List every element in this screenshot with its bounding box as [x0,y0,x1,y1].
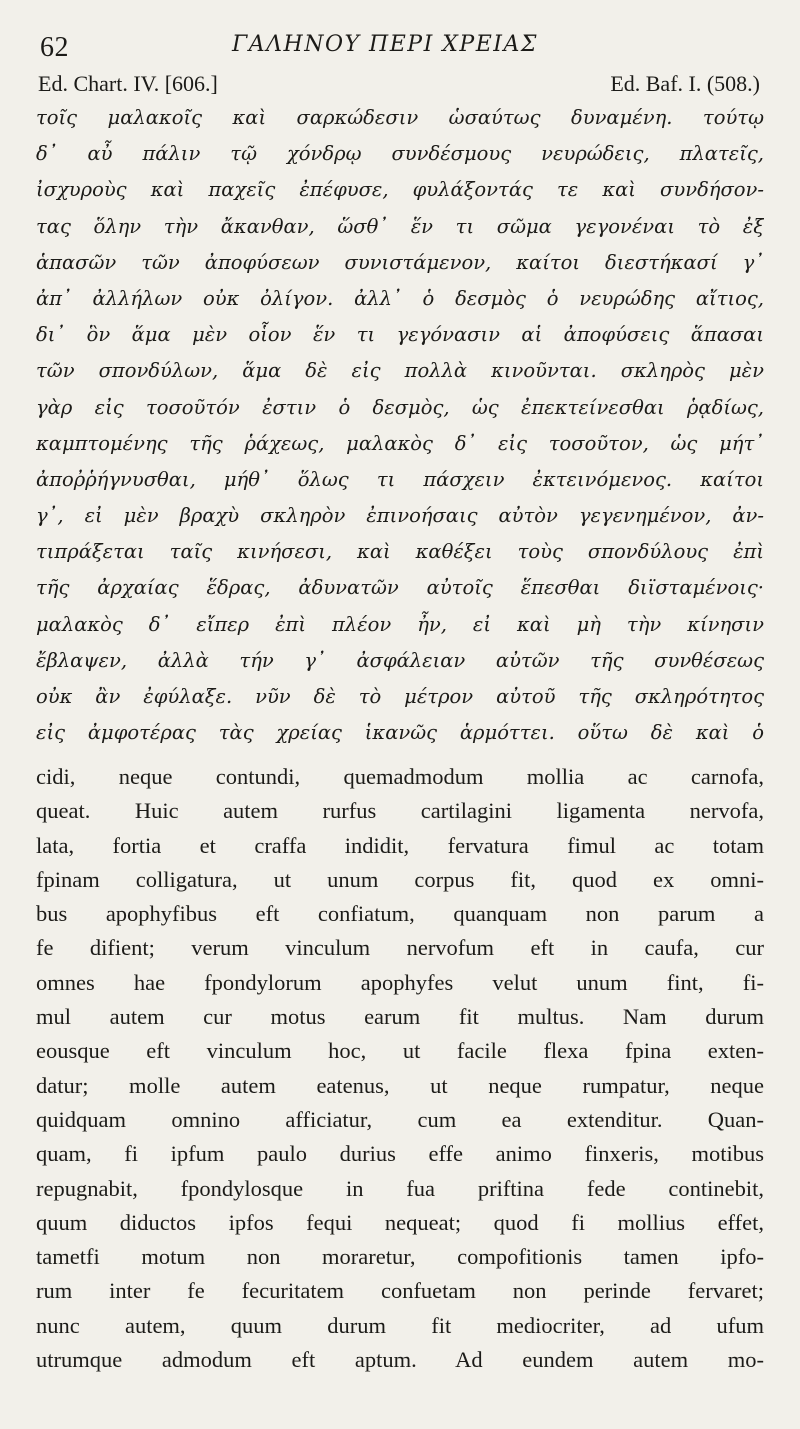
edition-reference-basel: Ed. Baf. I. (508.) [610,71,760,96]
greek-line: δ᾽ αὖ πάλιν τῷ χόνδρῳ συνδέσμους νευρώδεις, πλατεῖς, [36,142,764,166]
latin-line: queat. Huic autem rurfus cartilagini ligamenta nervofa, [36,798,764,824]
running-title: ΓΑΛΗΝΟΥ ΠΕΡΙ ΧΡΕΙΑΣ [232,32,538,57]
latin-line: fe difient; verum vinculum nervofum eft in caufa, cur [36,935,764,961]
latin-line: quam, fi ipfum paulo durius effe animo finxeris, motibus [36,1141,764,1167]
greek-line: τοῖς μαλακοῖς καὶ σαρκώδεσιν ὡσαύτως δυναμένη. τούτῳ [36,106,764,129]
latin-line: bus apophyfibus eft confiatum, quanquam non parum a [36,901,764,927]
greek-line: τας ὅλην τὴν ἄκανθαν, ὥσθ᾽ ἕν τι σῶμα γεγονέναι τὸ ἐξ [36,214,764,238]
greek-line: ἔβλαψεν, ἀλλὰ τήν γ᾽ ἀσφάλειαν αὐτῶν τῆς συνθέσεως [36,648,764,672]
edition-reference-chart: Ed. Chart. IV. [606.] [38,71,218,96]
latin-line: cidi, neque contundi, quemadmodum mollia ac carnofa, [36,764,764,789]
greek-line: καμπτομένης τῆς ῥάχεως, μαλακὸς δ᾽ εἰς τοσοῦτον, ὡς μήτ᾽ [36,431,764,455]
latin-line: utrumque admodum eft aptum. Ad eundem autem mo- [36,1347,764,1373]
greek-text [36,100,764,751]
greek-line: οὐκ ἂν ἐφύλαξε. νῦν δὲ τὸ μέτρον αὐτοῦ τῆς σκληρότητος [36,685,764,708]
greek-line: εἰς ἀμφοτέρας τὰς χρείας ἱκανῶς ἁρμόττει. οὕτω δὲ καὶ ὁ [36,721,764,745]
greek-line: ἁπασῶν τῶν ἀποφύσεων συνιστάμενον, καίτοι διεστήκασί γ᾽ [36,250,764,274]
latin-line: mul autem cur motus earum fit multus. Nam durum [36,1004,764,1030]
edition-references [36,71,764,99]
greek-line: τῶν σπονδύλων, ἅμα δὲ εἰς πολλὰ κινοῦνται. σκληρὸς μὲν [36,359,764,383]
latin-line: repugnabit, fpondylosque in fua priftina fede continebit, [36,1175,764,1201]
greek-line: τιπράξεται ταῖς κινήσεσι, καὶ καθέξει τοὺς σπονδύλους ἐπὶ [36,540,764,564]
latin-line: datur; molle autem eatenus, ut neque rumpatur, neque [36,1072,764,1098]
greek-line: δι᾽ ὃν ἅμα μὲν οἷον ἕν τι γεγόνασιν αἱ ἀποφύσεις ἅπασαι [36,323,764,347]
greek-line: μαλακὸς δ᾽ εἴπερ ἐπὶ πλέον ἦν, εἰ καὶ μὴ τὴν κίνησιν [36,612,764,636]
latin-line: lata, fortia et craffa indidit, fervatura fimul ac totam [36,832,764,858]
latin-line: quum diductos ipfos fequi nequeat; quod fi mollius effet, [36,1209,764,1235]
greek-line: ἰσχυροὺς καὶ παχεῖς ἐπέφυσε, φυλάξοντάς τε καὶ συνδήσον- [36,178,764,202]
latin-line: nunc autem, quum durum fit mediocriter, ad ufum [36,1312,764,1338]
latin-line: omnes hae fpondylorum apophyfes velut unum fint, fi- [36,969,764,995]
latin-line: eousque eft vinculum hoc, ut facile flexa fpina exten- [36,1038,764,1064]
greek-line: ἀποῤῥήγνυσθαι, μήθ᾽ ὅλως τι πάσχειν ἐκτεινόμενος. καίτοι [36,467,764,491]
latin-line: tametfi motum non moraretur, compofitionis tamen ipfo- [36,1244,764,1270]
latin-line: fpinam colligatura, ut unum corpus fit, quod ex omni- [36,866,764,892]
greek-line: γ᾽, εἰ μὲν βραχὺ σκληρὸν ἐπινοήσαις αὐτὸν γεγενημένον, ἀν- [36,504,764,528]
greek-line: ἀπ᾽ ἀλλήλων οὐκ ὀλίγον. ἀλλ᾽ ὁ δεσμὸς ὁ νευρώδης αἴτιος, [36,286,764,310]
latin-line: quidquam omnino afficiatur, cum ea extenditur. Quan- [36,1106,764,1132]
latin-text [36,760,764,1377]
greek-line: γὰρ εἰς τοσοῦτόν ἐστιν ὁ δεσμὸς, ὡς ἐπεκτείνεσθαι ῥᾳδίως, [36,395,764,419]
page-number: 62 [40,32,69,63]
latin-line: rum inter fe fecuritatem confuetam non perinde fervaret; [36,1278,764,1304]
page-header [36,26,764,66]
greek-line: τῆς ἀρχαίας ἕδρας, ἀδυνατῶν αὐτοῖς ἕπεσθαι διϊσταμένοις· [36,576,764,600]
